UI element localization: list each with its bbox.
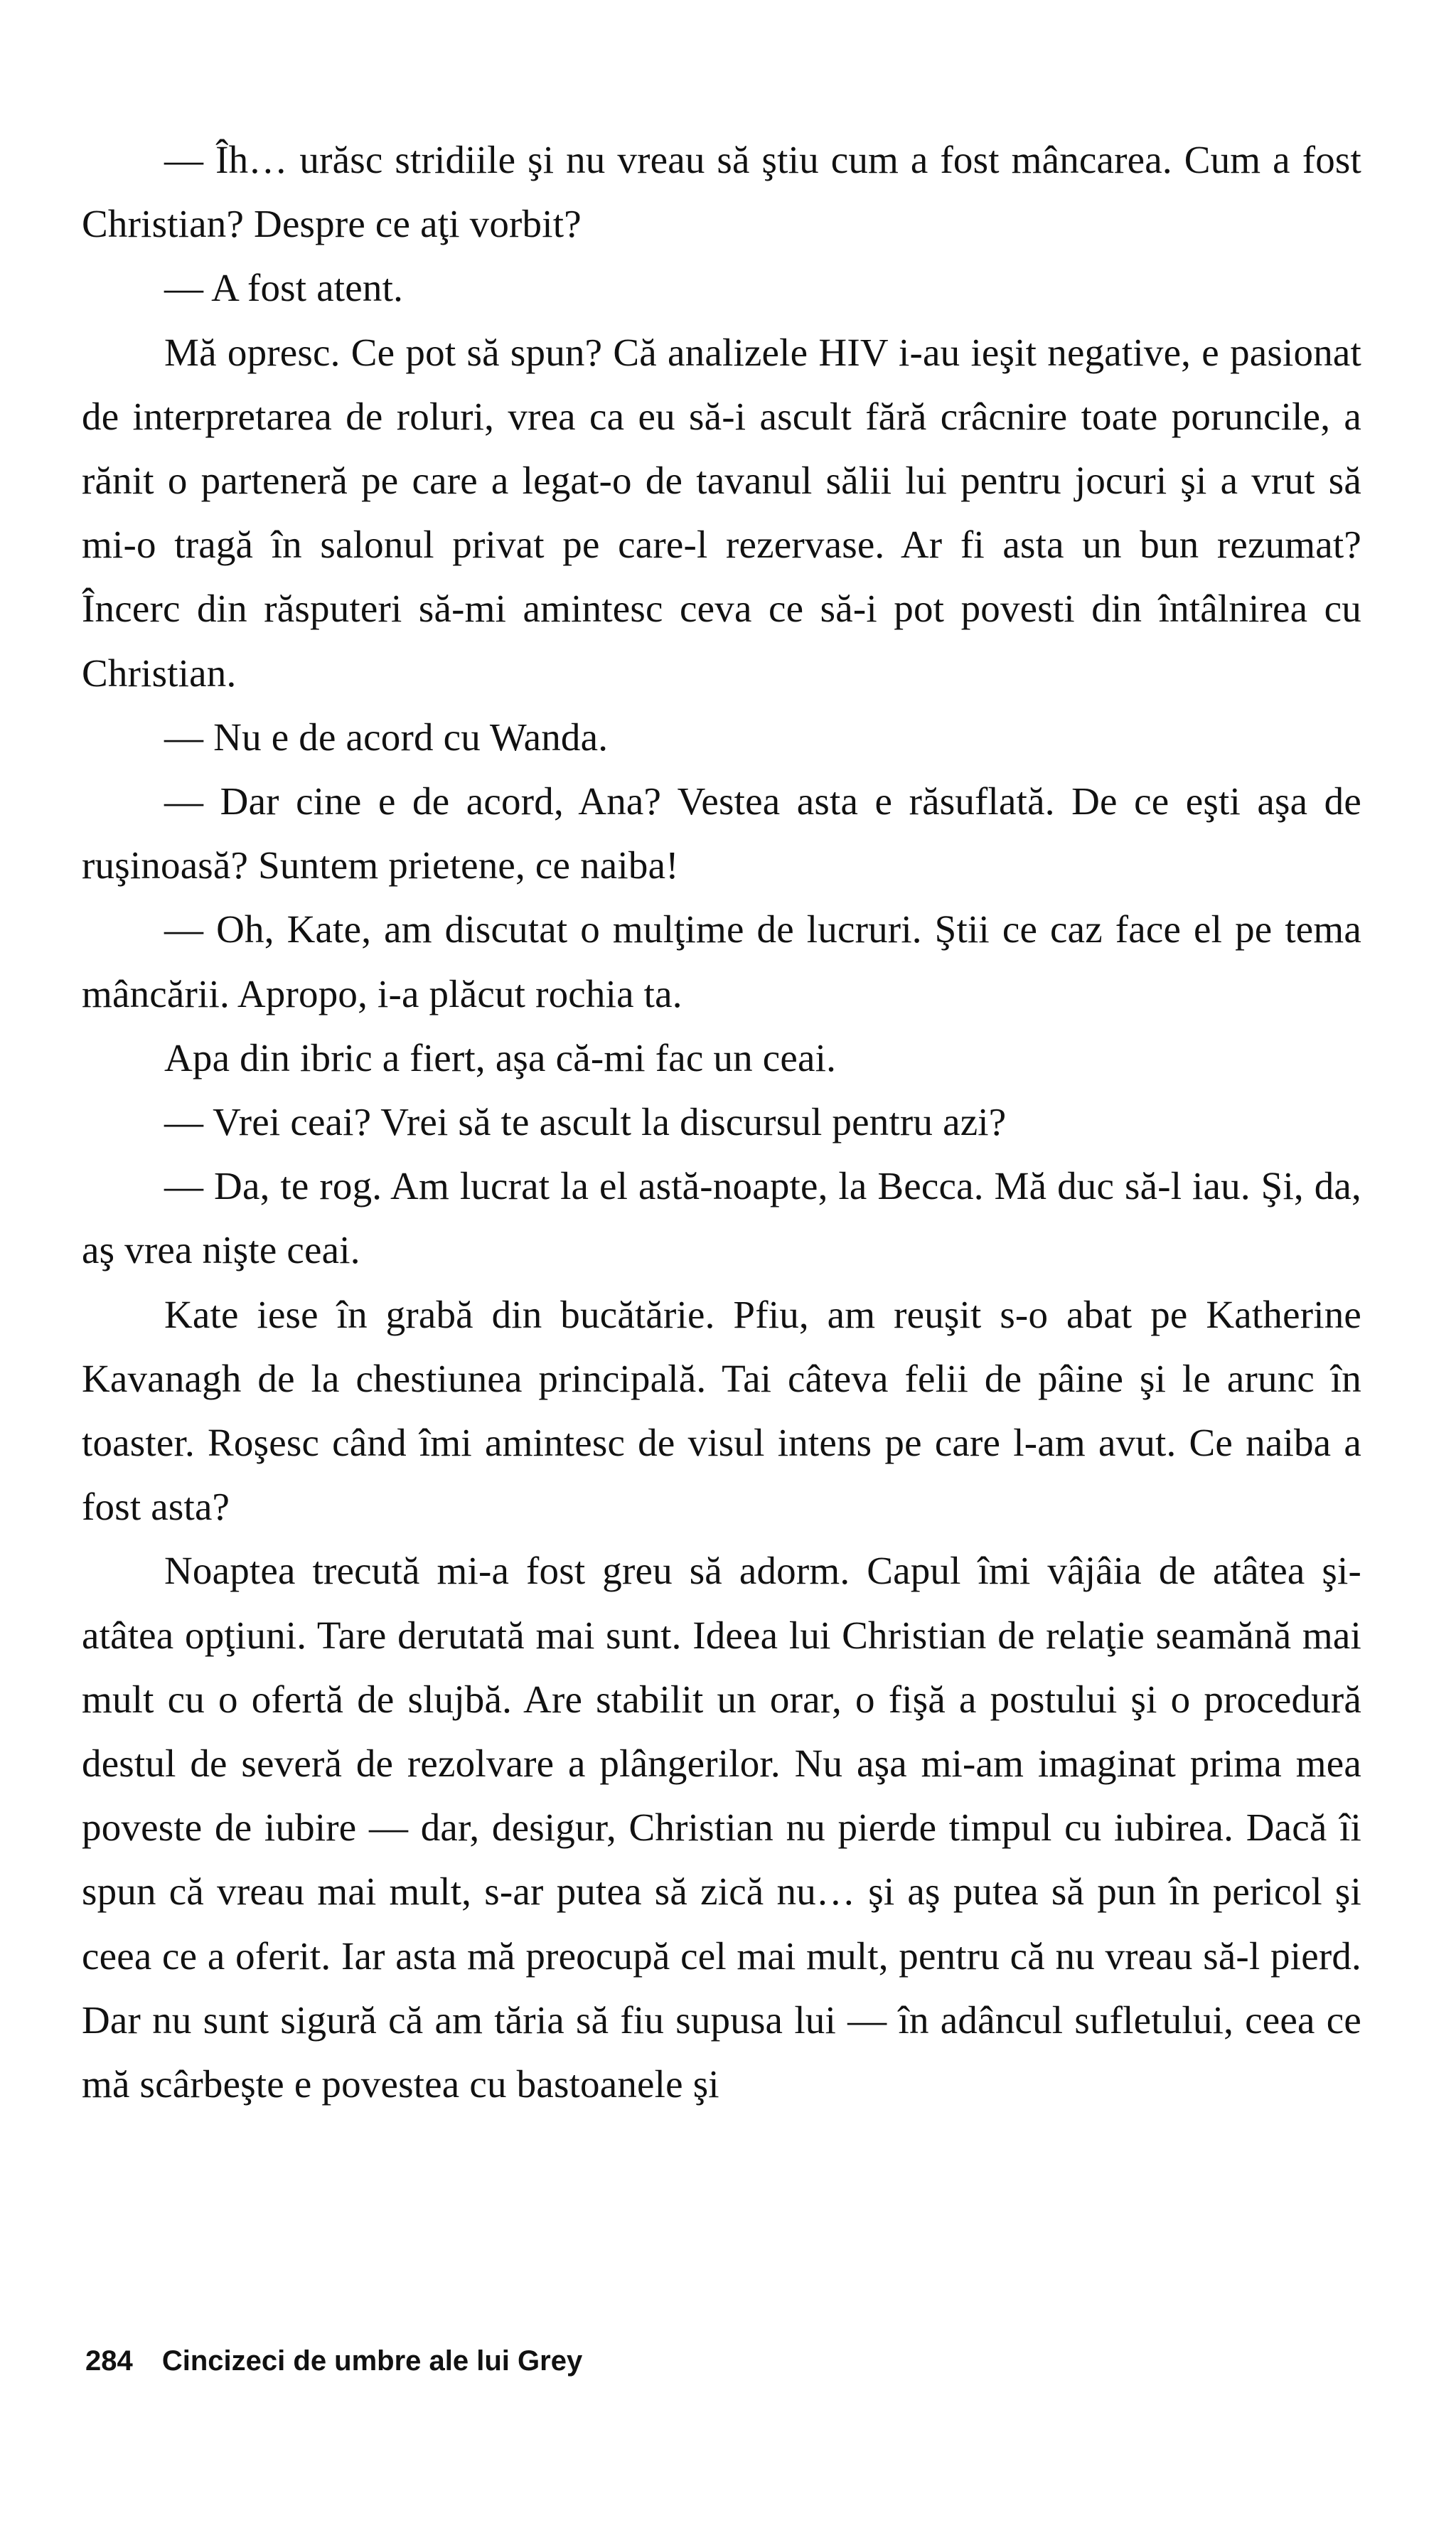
body-text <box>82 128 1361 2116</box>
paragraph-7: Apa din ibric a fiert, aşa că-mi fac un ceai. <box>164 1035 837 1079</box>
running-title: Cincizeci de umbre ale lui Grey <box>161 2345 583 2377</box>
paragraph-6: — Oh, Kate, am discutat o mulţime de lucruri. Ştii ce caz face el pe tema mâncării. Apropo, i-a plăcut rochia ta. <box>82 907 1361 1015</box>
paragraph-2: — A fost atent. <box>164 266 404 310</box>
paragraph-5: — Dar cine e de acord, Ana? Vestea asta e răsuflată. De ce eşti aşa de ruşinoasă? Suntem prietene, ce naiba! <box>82 779 1361 887</box>
paragraph-3: Mă opresc. Ce pot să spun? Că analizele HIV i-au ieşit negative, e pasionat de interpretarea de roluri, vrea ca eu să-i ascult fără crâcnire toate poruncile, a rănit o parteneră pe care a legat-o de tavanul sălii lui pentru jocuri şi a vrut să mi-o tragă în salonul privat pe care-l rezervase. Ar fi asta un bun rezumat? Încerc din răsputeri să-mi amintesc ceva ce să-i pot povesti din întâlnirea cu Christian. <box>82 330 1361 695</box>
paragraph-4: — Nu e de acord cu Wanda. <box>164 715 609 759</box>
paragraph-8: — Vrei ceai? Vrei să te ascult la discursul pentru azi? <box>164 1100 1007 1144</box>
paragraph-9: — Da, te rog. Am lucrat la el astă-noapte, la Becca. Mă duc să-l iau. Şi, da, aş vrea nişte ceai. <box>82 1164 1361 1272</box>
paragraph-1: — Îh… urăsc stridiile şi nu vreau să ştiu cum a fost mâncarea. Cum a fost Christian? Despre ce aţi vorbit? <box>82 138 1361 246</box>
paragraph-11: Noaptea trecută mi-a fost greu să adorm. Capul îmi vâjâia de atâtea şi-atâtea opţiuni. Tare derutată mai sunt. Ideea lui Christian de relaţie seamănă mai mult cu o ofertă de slujbă. Are stabilit un orar, o fişă a postului şi o procedură destul de severă de rezolvare a plângerilor. Nu aşa mi-am imaginat prima mea poveste de iubire — dar, desigur, Christian nu pierde timpul cu iubirea. Dacă îi spun că vreau mai mult, s-ar putea să zică nu… şi aş putea să pun în pericol şi ceea ce a oferit. Iar asta mă preocupă cel mai mult, pentru că nu vreau să-l pierd. Dar nu sunt sigură că am tăria să fiu supusa lui — în adâncul sufletului, ceea ce mă scârbeşte e povestea cu bastoanele şi <box>82 1549 1361 2106</box>
page-number: 284 <box>85 2345 133 2377</box>
paragraph-10: Kate iese în grabă din bucătărie. Pfiu, am reuşit s-o abat pe Katherine Kavanagh de la chestiunea principală. Tai câteva felii de pâine şi le arunc în toaster. Roşesc când îmi amintesc de visul intens pe care l-am avut. Ce naiba a fost asta? <box>82 1292 1361 1529</box>
page-footer <box>85 2345 582 2377</box>
